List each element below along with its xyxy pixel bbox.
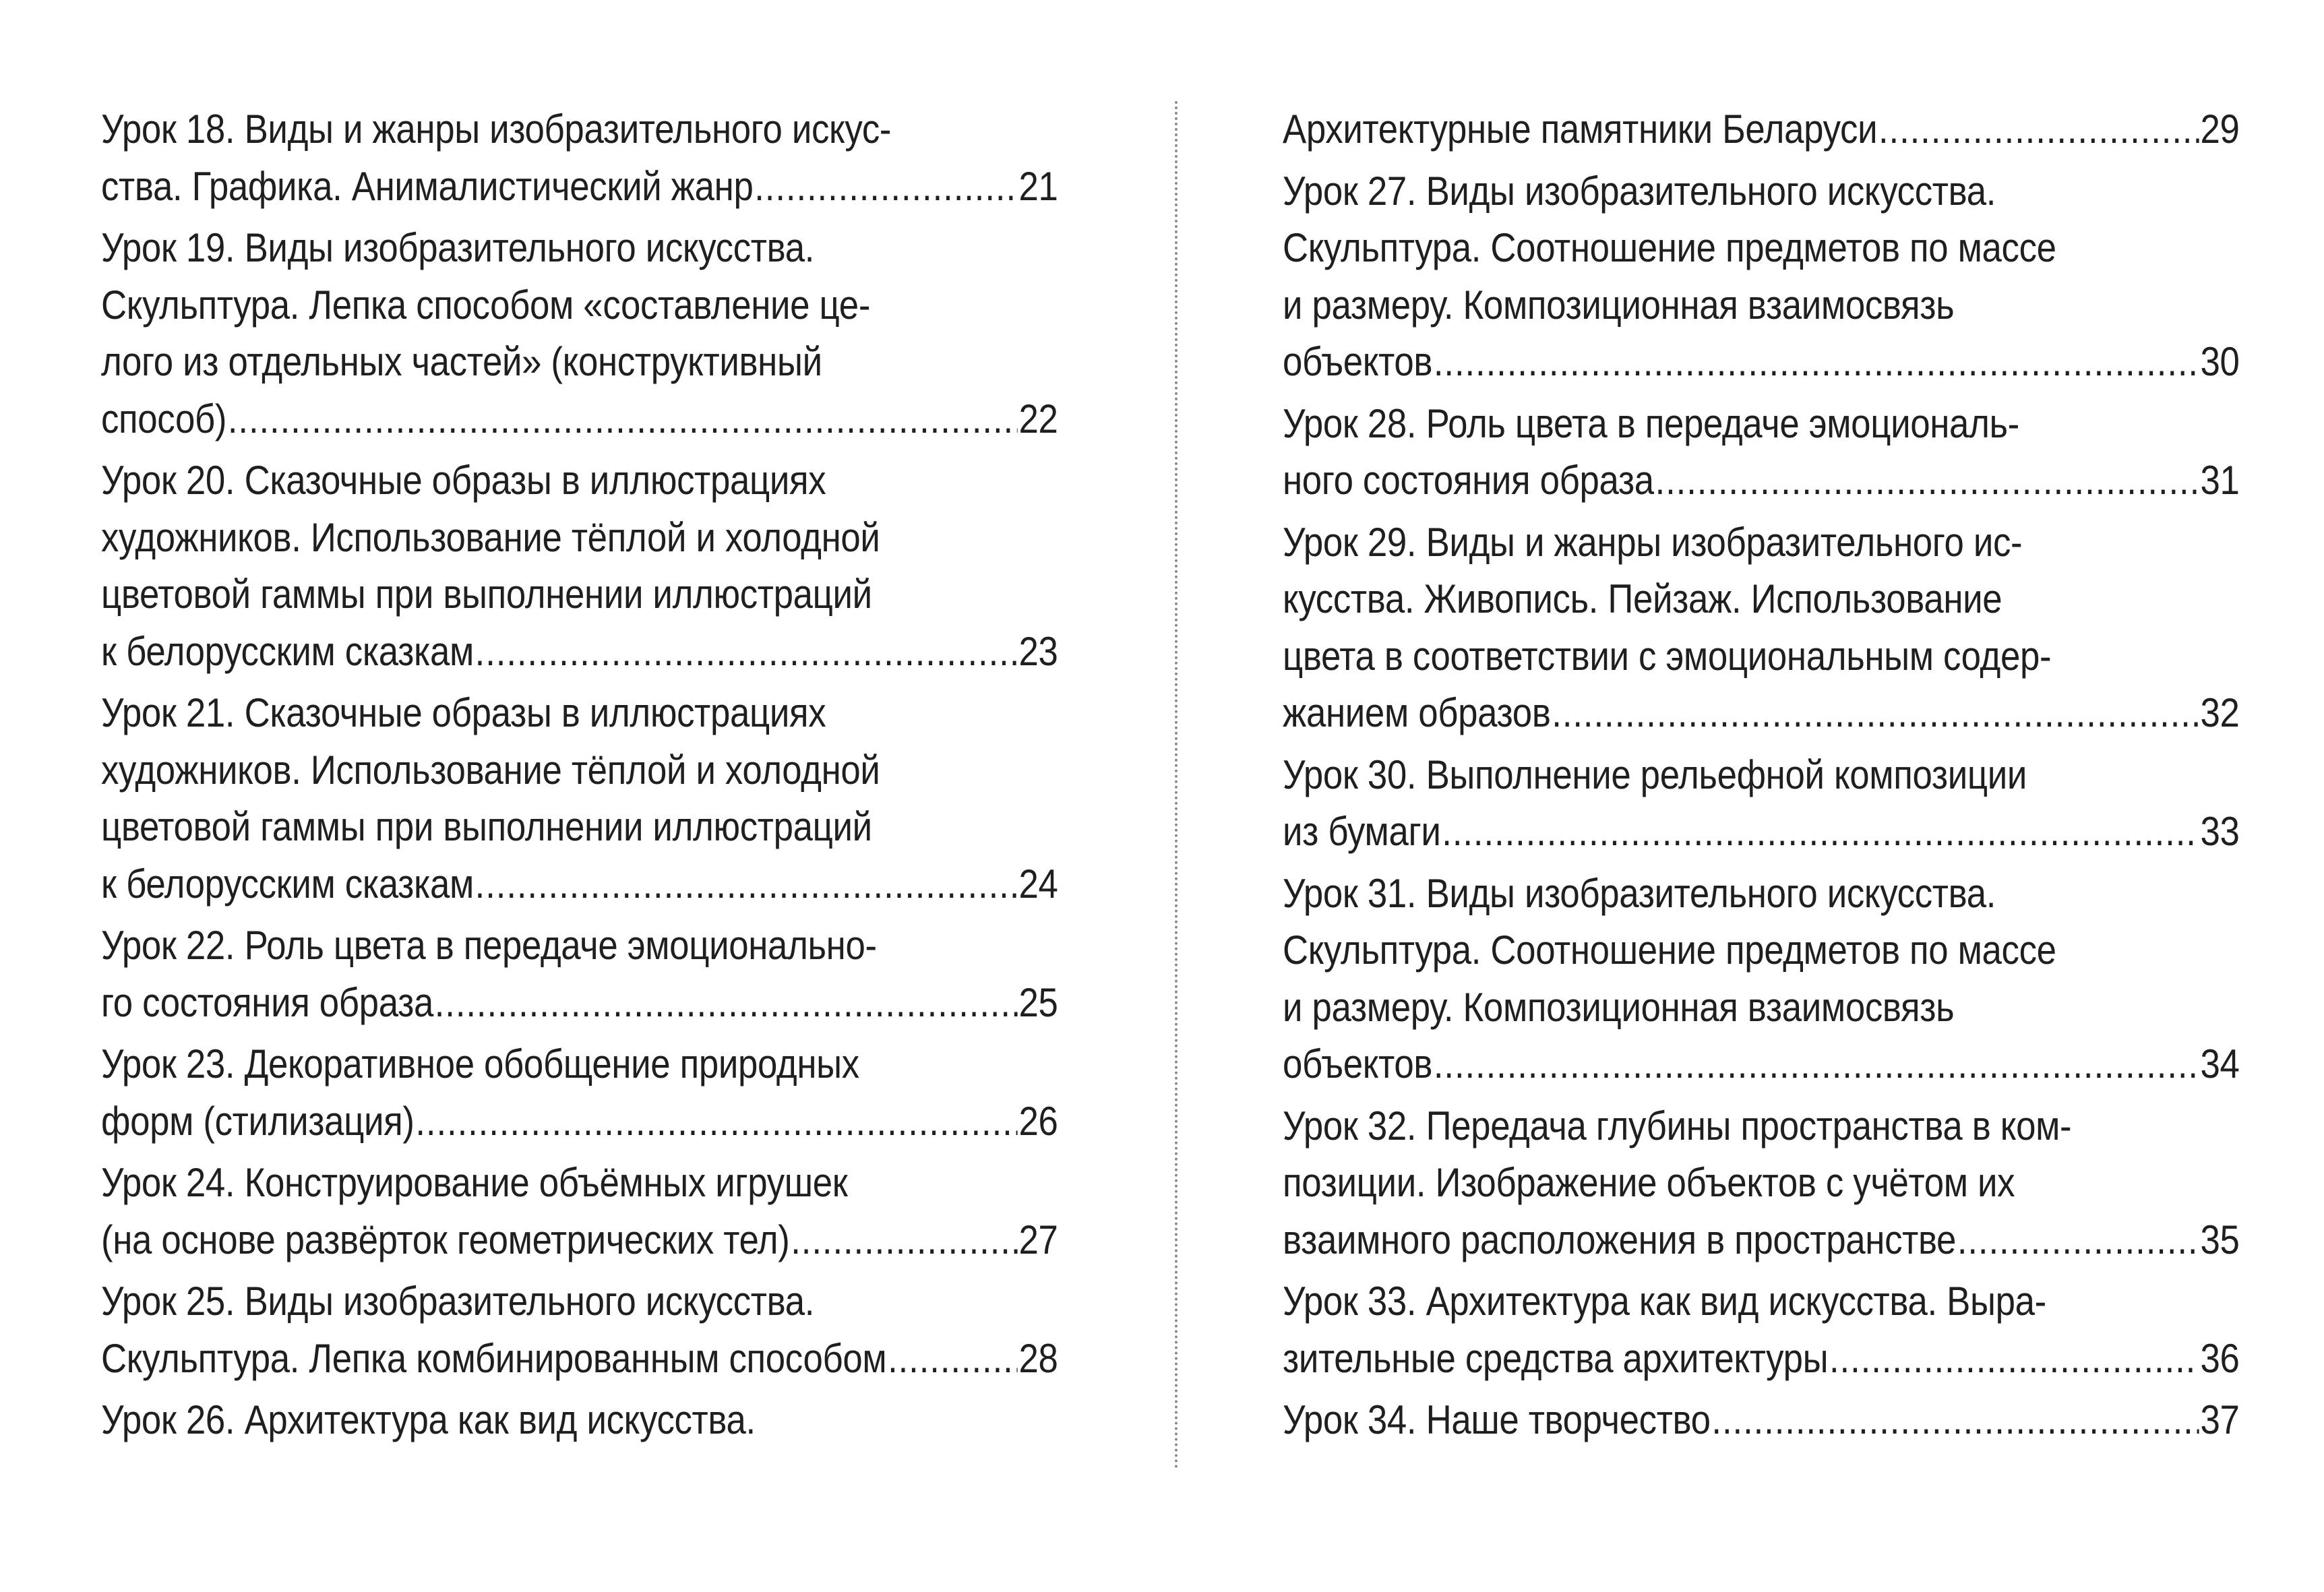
toc-entry-text: способ) — [101, 396, 227, 441]
toc-entry-text: зительные средства архитектуры — [1283, 1335, 1829, 1381]
toc-entry-text: Урок 32. Передача глубины пространства в ком- — [1283, 1103, 2072, 1149]
toc-entry-text: (на основе развёрток геометрических тел) — [101, 1217, 790, 1262]
toc-entry-line — [101, 391, 1058, 448]
toc-entry-text: Урок 19. Виды изобразительного искусства. — [101, 225, 815, 270]
dot-leader — [791, 1212, 1017, 1269]
toc-entry-line — [1283, 571, 2240, 628]
toc-entry-line — [1283, 865, 2240, 923]
dot-leader — [1829, 1330, 2199, 1388]
toc-entry-text: Урок 34. Наше творчество — [1283, 1397, 1711, 1442]
toc-entry-text: Урок 21. Сказочные образы в иллюстрациях — [101, 690, 826, 735]
toc-entry-line — [1283, 922, 2240, 979]
toc-page-number: 26 — [1018, 1098, 1058, 1144]
dot-leader — [1878, 101, 2199, 158]
dot-leader — [1434, 334, 2199, 391]
toc-page-number: 27 — [1018, 1217, 1058, 1262]
toc-entry — [101, 101, 1058, 215]
toc-entry-line — [101, 1212, 1058, 1269]
toc-entry-text: го состояния образа — [101, 979, 433, 1025]
toc-page-number: 23 — [1018, 628, 1058, 674]
toc-entry-line — [101, 510, 1058, 567]
dot-leader — [888, 1330, 1018, 1388]
toc-entry — [101, 1155, 1058, 1268]
toc-page-number: 21 — [1018, 163, 1058, 209]
toc-entry-text: и размеру. Композиционная взаимосвязь — [1283, 984, 1955, 1030]
toc-entry-text: Урок 33. Архитектура как вид искусства. Выра- — [1283, 1279, 2046, 1324]
toc-entry — [101, 1392, 1058, 1449]
toc-entry-text: ного состояния образа — [1283, 458, 1654, 503]
toc-right-column — [1283, 101, 2240, 1449]
toc-entry-text: кусства. Живопись. Пейзаж. Использование — [1283, 576, 2002, 621]
toc-entry-text: из бумаги — [1283, 809, 1441, 854]
toc-entry-text: Скульптура. Соотношение предметов по массе — [1283, 927, 2056, 973]
toc-page-number: 31 — [2200, 458, 2240, 503]
toc-entry-line — [1283, 1098, 2240, 1155]
toc-entry-text: Урок 30. Выполнение рельефной композиции — [1283, 752, 2027, 797]
dot-leader — [1957, 1212, 2199, 1269]
toc-entry — [1283, 163, 2240, 391]
toc-entry-line — [101, 742, 1058, 799]
column-divider — [1175, 101, 1178, 1469]
toc-entry-line — [101, 158, 1058, 216]
toc-page-number: 24 — [1018, 861, 1058, 907]
toc-entry-text: Урок 20. Сказочные образы в иллюстрациях — [101, 458, 826, 503]
toc-entry-text: Урок 27. Виды изобразительного искусства. — [1283, 168, 1996, 214]
toc-entry — [101, 1273, 1058, 1387]
toc-entry — [101, 1036, 1058, 1150]
toc-entry-line — [1283, 979, 2240, 1037]
toc-entry-text: художников. Использование тёплой и холодной — [101, 747, 880, 793]
toc-entry-line — [101, 566, 1058, 623]
toc-entry-text: Урок 28. Роль цвета в передаче эмоциональ- — [1283, 400, 2019, 446]
toc-entry-text: Урок 25. Виды изобразительного искусства. — [101, 1279, 815, 1324]
dot-leader — [475, 856, 1018, 913]
toc-entry-text: объектов — [1283, 1041, 1433, 1086]
toc-entry-text: Урок 26. Архитектура как вид искусства. — [101, 1397, 756, 1442]
dot-leader — [415, 1093, 1017, 1151]
toc-entry-text: лого из отдельных частей» (конструктивный — [101, 339, 822, 384]
toc-entry-text: к белорусским сказкам — [101, 628, 474, 674]
toc-entry-text: Урок 18. Виды и жанры изобразительного искус- — [101, 106, 892, 152]
toc-entry-text: жанием образов — [1283, 690, 1551, 735]
toc-entry-text: ства. Графика. Анималистический жанр — [101, 163, 754, 209]
toc-entry-text: цветовой гаммы при выполнении иллюстраций — [101, 572, 872, 617]
toc-entry-line — [1283, 220, 2240, 277]
toc-entry-line — [101, 277, 1058, 334]
toc-entry-line — [1283, 163, 2240, 220]
toc-entry-text: к белорусским сказкам — [101, 861, 474, 907]
toc-entry-line — [1283, 396, 2240, 453]
toc-entry-line — [101, 1330, 1058, 1388]
toc-page-number: 35 — [2200, 1217, 2240, 1262]
toc-page-number: 29 — [2200, 106, 2240, 152]
toc-entry-text: цвета в соответствии с эмоциональным содер- — [1283, 633, 2052, 679]
toc-entry-line — [101, 101, 1058, 158]
toc-entry-text: Архитектурные памятники Беларуси — [1283, 106, 1878, 152]
toc-page-number: 32 — [2200, 690, 2240, 735]
toc-entry — [1283, 1392, 2240, 1449]
toc-page-number: 37 — [2200, 1397, 2240, 1442]
toc-entry-line — [1283, 747, 2240, 804]
toc-entry-line — [1283, 277, 2240, 334]
toc-entry — [1283, 514, 2240, 742]
toc-entry-line — [101, 1036, 1058, 1093]
toc-entry-line — [101, 975, 1058, 1032]
toc-entry-line — [1283, 685, 2240, 742]
toc-entry-text: Скульптура. Лепка способом «составление це- — [101, 282, 871, 328]
toc-entry-text: художников. Использование тёплой и холодной — [101, 514, 880, 560]
toc-entry-text: Скульптура. Соотношение предметов по массе — [1283, 225, 2056, 270]
toc-entry — [1283, 747, 2240, 861]
toc-entry-text: взаимного расположения в пространстве — [1283, 1217, 1957, 1262]
toc-entry-line — [1283, 1330, 2240, 1388]
toc-entry-line — [101, 1155, 1058, 1212]
toc-entry-text: Урок 24. Конструирование объёмных игрушек — [101, 1160, 848, 1205]
toc-entry — [1283, 1098, 2240, 1269]
toc-entry-line — [101, 685, 1058, 742]
toc-entry-text: Урок 22. Роль цвета в передаче эмоционально- — [101, 923, 877, 968]
toc-entry — [1283, 1273, 2240, 1387]
toc-entry-line — [1283, 803, 2240, 861]
toc-entry — [101, 220, 1058, 448]
toc-entry-line — [101, 1392, 1058, 1449]
toc-entry-line — [101, 1273, 1058, 1330]
toc-entry-line — [1283, 1392, 2240, 1449]
dot-leader — [1655, 452, 2199, 510]
toc-entry-line — [101, 799, 1058, 856]
toc-entry-line — [1283, 452, 2240, 510]
dot-leader — [1434, 1036, 2199, 1093]
toc-entry — [1283, 396, 2240, 510]
dot-leader — [1552, 685, 2199, 742]
toc-entry-text: и размеру. Композиционная взаимосвязь — [1283, 282, 1955, 328]
dot-leader — [1442, 803, 2199, 861]
dot-leader — [754, 158, 1017, 216]
dot-leader — [435, 975, 1018, 1032]
toc-entry-line — [1283, 1036, 2240, 1093]
dot-leader — [475, 623, 1018, 681]
toc-entry-text: позиции. Изображение объектов с учётом их — [1283, 1160, 2015, 1205]
toc-entry-line — [101, 917, 1058, 975]
toc-page-number: 30 — [2200, 339, 2240, 384]
toc-entry-text: цветовой гаммы при выполнении иллюстраций — [101, 804, 872, 849]
toc-page-number: 25 — [1018, 979, 1058, 1025]
toc-entry-line — [1283, 101, 2240, 158]
toc-entry-text: Урок 29. Виды и жанры изобразительного ис- — [1283, 519, 2023, 565]
toc-entry — [101, 917, 1058, 1031]
toc-page-number: 28 — [1018, 1335, 1058, 1381]
dot-leader — [1711, 1392, 2199, 1449]
toc-entry-line — [101, 1093, 1058, 1151]
toc-entry-text: Скульптура. Лепка комбинированным способом — [101, 1335, 887, 1381]
toc-entry-text: форм (стилизация) — [101, 1098, 415, 1144]
toc-entry-line — [1283, 1212, 2240, 1269]
toc-entry — [101, 685, 1058, 913]
toc-entry-line — [101, 623, 1058, 681]
toc-page-number: 34 — [2200, 1041, 2240, 1086]
toc-page-number: 33 — [2200, 809, 2240, 854]
toc-page-number: 22 — [1018, 396, 1058, 441]
toc-page-number: 36 — [2200, 1335, 2240, 1381]
toc-entry-text: Урок 23. Декоративное обобщение природных — [101, 1041, 859, 1086]
toc-entry-text: объектов — [1283, 339, 1433, 384]
dot-leader — [228, 391, 1018, 448]
toc-entry-line — [1283, 1155, 2240, 1212]
toc-entry-line — [101, 452, 1058, 510]
toc-entry — [1283, 101, 2240, 158]
toc-entry-line — [101, 220, 1058, 277]
toc-entry — [101, 452, 1058, 680]
toc-left-column — [101, 101, 1058, 1449]
toc-entry — [1283, 865, 2240, 1093]
toc-entry-line — [101, 334, 1058, 391]
toc-entry-line — [1283, 514, 2240, 572]
toc-entry-line — [101, 856, 1058, 913]
toc-entry-line — [1283, 1273, 2240, 1330]
toc-entry-line — [1283, 334, 2240, 391]
toc-entry-text: Урок 31. Виды изобразительного искусства. — [1283, 870, 1996, 916]
toc-entry-line — [1283, 628, 2240, 685]
